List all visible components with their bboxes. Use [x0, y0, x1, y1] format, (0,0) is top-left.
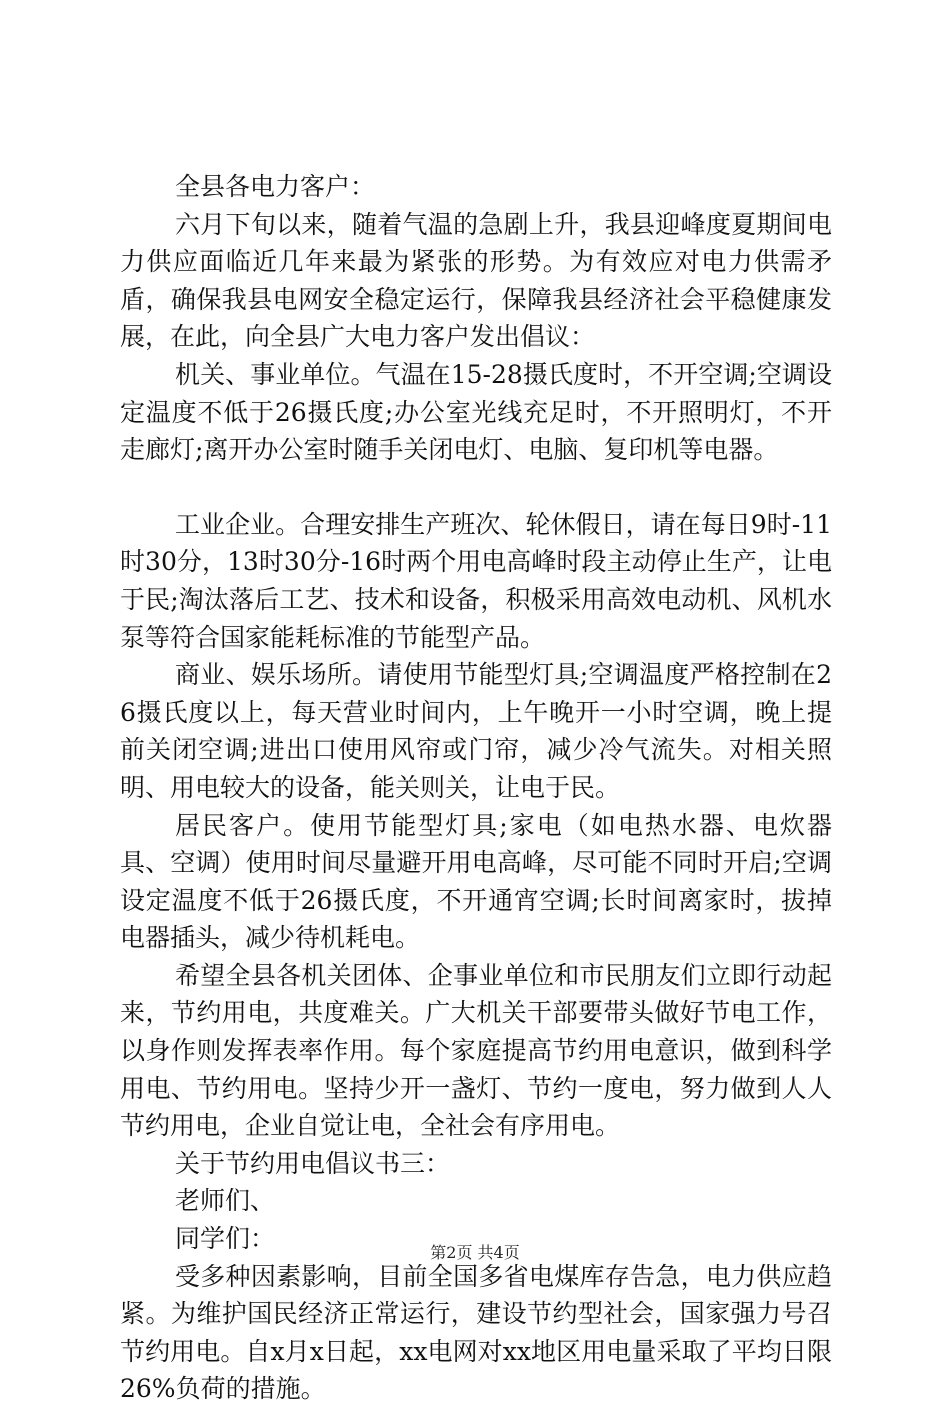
section-heading: 关于节约用电倡议书三： [175, 1148, 451, 1178]
paragraph-gap [120, 469, 832, 506]
government-units-paragraph: 机关、事业单位。气温在15-28摄氏度时，不开空调;空调设定温度不低于26摄氏度;办公室光线充足时，不开照明灯，不开走廊灯;离开办公室时随手关闭电灯、电脑、复印机等电器。 [120, 359, 832, 465]
closing-paragraph: 受多种因素影响，目前全国多省电煤库存告急，电力供应趋紧。为维护国民经济正常运行，建设节约型社会，国家强力号召节约用电。自x月x日起，xx电网对xx地区用电量采取了平均日限26%负荷的措施。 [120, 1261, 832, 1404]
page-number: 第2页 共4页 [430, 1243, 520, 1262]
residential-paragraph: 居民客户。使用节能型灯具;家电（如电热水器、电炊器具、空调）使用时间尽量避开用电高峰，尽可能不同时开启;空调设定温度不低于26摄氏度，不开通宵空调;长时间离家时，拔掉电器插头，减少待机耗电。 [120, 810, 832, 953]
appeal-paragraph: 希望全县各机关团体、企事业单位和市民朋友们立即行动起来，节约用电，共度难关。广大机关干部要带头做好节电工作，以身作则发挥表率作用。每个家庭提高节约用电意识，做到科学用电、节约用电。坚持少开一盏灯、节约一度电，努力做到人人节约用电，企业自觉让电，全社会有序用电。 [120, 960, 832, 1141]
addressee-teachers: 老师们、 [175, 1186, 276, 1216]
industrial-paragraph: 工业企业。合理安排生产班次、轮休假日，请在每日9时-11时30分，13时30分-16时两个用电高峰时段主动停止生产，让电于民;淘汰落后工艺、技术和设备，积极采用高效电动机、风机水泵等符合国家能耗标准的节能型产品。 [120, 509, 832, 652]
commercial-paragraph: 商业、娱乐场所。请使用节能型灯具;空调温度严格控制在26摄氏度以上，每天营业时间内，上午晚开一小时空调，晚上提前关闭空调;进出口使用风帘或门帘，减少冷气流失。对相关照明、用电较大的设备，能关则关，让电于民。 [120, 660, 832, 802]
document-body [120, 168, 832, 1408]
intro-paragraph: 六月下旬以来，随着气温的急剧上升，我县迎峰度夏期间电力供应面临近几年来最为紧张的形势。为有效应对电力供需矛盾，确保我县电网安全稳定运行，保障我县经济社会平稳健康发展，在此，向全县广大电力客户发出倡议： [120, 209, 832, 352]
salutation: 全县各电力客户： [175, 172, 376, 201]
addressee-students: 同学们： [175, 1224, 276, 1254]
